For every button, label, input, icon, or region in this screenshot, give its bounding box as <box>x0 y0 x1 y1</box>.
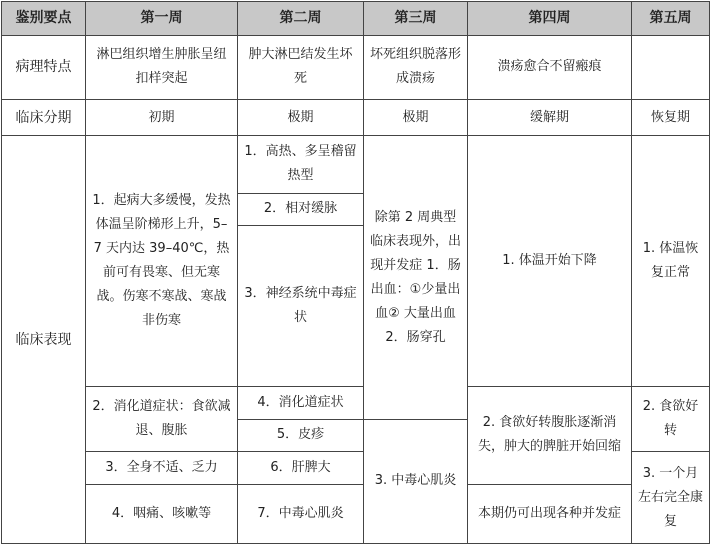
table-cell: 2. 食欲好转腹胀逐渐消失，肿大的脾脏开始回缩 <box>468 387 632 485</box>
table-cell: 恢复期 <box>632 99 710 136</box>
clinical-row <box>2 136 710 193</box>
table-cell: 5．皮疹 <box>238 419 364 452</box>
header-cell: 第二周 <box>238 2 364 36</box>
table-cell: 3．神经系统中毒症状 <box>238 226 364 387</box>
table-cell: 坏死组织脱落形成溃疡 <box>364 35 468 99</box>
differential-table <box>1 1 710 544</box>
table-cell <box>632 35 710 99</box>
table-cell: 2．消化道症状：食欲减退、腹胀 <box>86 387 238 452</box>
table-cell: 初期 <box>86 99 238 136</box>
table-cell: 3. 一个月左右完全康复 <box>632 452 710 544</box>
header-cell: 第四周 <box>468 2 632 36</box>
table-cell: 4．咽痛、咳嗽等 <box>86 484 238 543</box>
table-cell: 缓解期 <box>468 99 632 136</box>
table-cell: 除第 2 周典型临床表现外，出现并发症 1．肠出血：①少量出血② 大量出血 2．肠穿孔 <box>364 136 468 419</box>
header-cell: 第一周 <box>86 2 238 36</box>
header-cell: 第三周 <box>364 2 468 36</box>
table-cell: 2. 食欲好转 <box>632 387 710 452</box>
clinical-row <box>2 387 710 420</box>
table-cell: 淋巴组织增生肿胀呈纽扣样突起 <box>86 35 238 99</box>
table-cell: 1．高热、多呈稽留热型 <box>238 136 364 193</box>
row-label: 临床分期 <box>2 99 86 136</box>
table-cell: 3．全身不适、乏力 <box>86 452 238 485</box>
table-cell: 2．相对缓脉 <box>238 193 364 226</box>
table-cell: 本期仍可出现各种并发症 <box>468 484 632 543</box>
row-label: 临床表现 <box>2 136 86 544</box>
table-cell: 肿大淋巴结发生坏死 <box>238 35 364 99</box>
table-cell: 3. 中毒心肌炎 <box>364 419 468 543</box>
header-row <box>2 2 710 36</box>
clinical-row <box>2 484 710 543</box>
table-cell: 极期 <box>238 99 364 136</box>
table-cell: 极期 <box>364 99 468 136</box>
table-cell: 6．肝脾大 <box>238 452 364 485</box>
table-cell: 1. 体温恢复正常 <box>632 136 710 387</box>
table-cell: 1. 体温开始下降 <box>468 136 632 387</box>
table-cell: 4．消化道症状 <box>238 387 364 420</box>
table-cell: 溃疡愈合不留瘢痕 <box>468 35 632 99</box>
pathology-row <box>2 35 710 99</box>
table-cell: 1．起病大多缓慢，发热体温呈阶梯形上升，5–7 天内达 39–40℃，热前可有畏寒、但无寒战。伤寒不寒战、寒战非伤寒 <box>86 136 238 387</box>
header-cell: 第五周 <box>632 2 710 36</box>
header-cell: 鉴别要点 <box>2 2 86 36</box>
row-label: 病理特点 <box>2 35 86 99</box>
stage-row <box>2 99 710 136</box>
table-cell: 7．中毒心肌炎 <box>238 484 364 543</box>
